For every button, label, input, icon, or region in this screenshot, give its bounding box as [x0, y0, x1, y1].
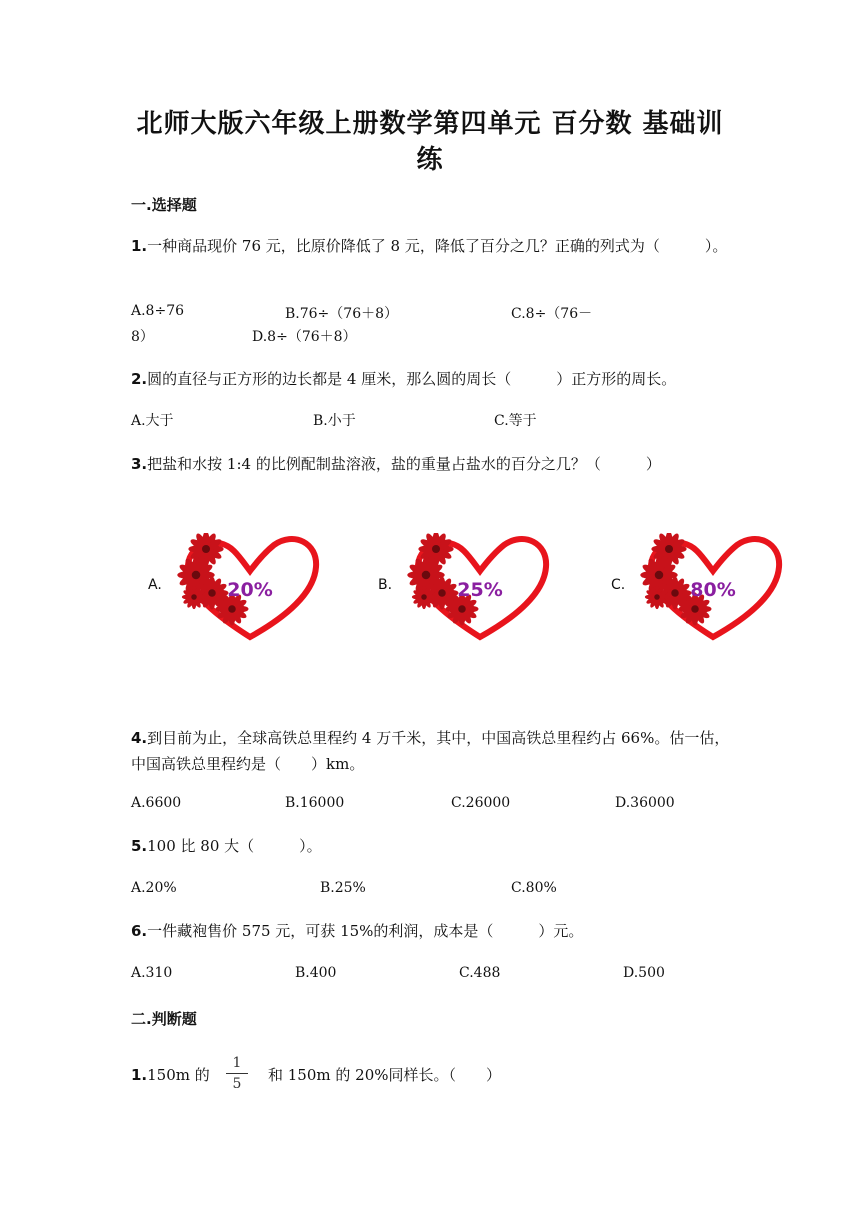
choice-label: C. — [611, 577, 626, 593]
question-text-post: 和 150m 的 20%同样长。（ ） — [268, 1066, 501, 1084]
question-text-pre: 150m 的 — [147, 1066, 210, 1084]
option-b[interactable]: B.76÷（76＋8） — [285, 306, 399, 322]
question-3 — [131, 451, 741, 477]
question-text: 100 比 80 大（ ）。 — [147, 837, 322, 855]
question-5 — [131, 833, 741, 859]
heart-flower-icon — [172, 533, 322, 645]
percent-text: 80% — [690, 579, 736, 601]
heart-flower-icon — [402, 533, 552, 645]
option-d[interactable]: D.8÷（76＋8） — [252, 329, 357, 345]
question-number: 1. — [131, 1066, 148, 1084]
option-b[interactable]: B.400 — [295, 965, 337, 981]
option-c[interactable]: C.等于 — [494, 413, 537, 429]
page-title — [120, 106, 740, 178]
choice-label: A. — [148, 577, 162, 593]
question-number: 1. — [131, 237, 148, 255]
section-heading-choice: 一.选择题 — [131, 196, 197, 214]
heart-flower-icon — [635, 533, 785, 645]
question-number: 6. — [131, 922, 148, 940]
option-c[interactable]: C.26000 — [451, 795, 511, 811]
option-a[interactable]: A.20% — [131, 880, 177, 896]
option-a[interactable]: A.310 — [131, 965, 173, 981]
option-d[interactable]: D.36000 — [615, 795, 675, 811]
title-line-2: 练 — [416, 145, 444, 175]
option-a[interactable]: A.8÷76 — [131, 303, 185, 319]
question-number: 4. — [131, 729, 148, 747]
heart-choice-b[interactable] — [378, 533, 558, 643]
fraction-bar — [226, 1073, 248, 1074]
question-number: 5. — [131, 837, 148, 855]
question-text: 圆的直径与正方形的边长都是 4 厘米，那么圆的周长（ ）正方形的周长。 — [147, 370, 677, 388]
question-text: 一件藏袍售价 575 元，可获 15%的利润，成本是（ ）元。 — [147, 922, 584, 940]
heart-choice-c[interactable] — [611, 533, 791, 643]
option-a[interactable]: A.6600 — [131, 795, 182, 811]
question-text: 到目前为止，全球高铁总里程约 4 万千米，其中，中国高铁总里程约占 66%。估一估，中国高铁总里程约是（ ）km。 — [131, 729, 730, 773]
question-text: 一种商品现价 76 元，比原价降低了 8 元，降低了百分之几？正确的列式为（ ）。 — [147, 237, 728, 255]
option-b[interactable]: B.25% — [320, 880, 366, 896]
title-line-1: 北师大版六年级上册数学第四单元 百分数 基础训 — [136, 109, 724, 139]
question-text: 把盐和水按 1:4 的比例配制盐溶液，盐的重量占盐水的百分之几？（ ） — [147, 455, 661, 473]
percent-text: 20% — [227, 579, 273, 601]
fraction — [222, 1054, 252, 1093]
option-b[interactable]: B.16000 — [285, 795, 345, 811]
option-a[interactable]: A.大于 — [131, 413, 174, 429]
question-number: 2. — [131, 370, 148, 388]
question-6 — [131, 918, 741, 944]
option-c[interactable]: C.80% — [511, 880, 557, 896]
question-4 — [131, 725, 741, 777]
question-number: 3. — [131, 455, 148, 473]
option-c-cont: 8） — [131, 329, 154, 345]
judge-question-1-post — [268, 1062, 738, 1088]
heart-choice-a[interactable] — [148, 533, 328, 643]
option-d[interactable]: D.500 — [623, 965, 665, 981]
fraction-numerator: 1 — [232, 1055, 242, 1071]
question-2 — [131, 366, 741, 392]
choice-label: B. — [378, 577, 393, 593]
fraction-denominator: 5 — [232, 1076, 242, 1092]
question-1 — [131, 233, 741, 259]
section-heading-judge: 二.判断题 — [131, 1010, 197, 1028]
percent-text: 25% — [457, 579, 503, 601]
option-c[interactable]: C.8÷（76－ — [511, 306, 593, 322]
option-b[interactable]: B.小于 — [313, 413, 356, 429]
option-c[interactable]: C.488 — [459, 965, 501, 981]
